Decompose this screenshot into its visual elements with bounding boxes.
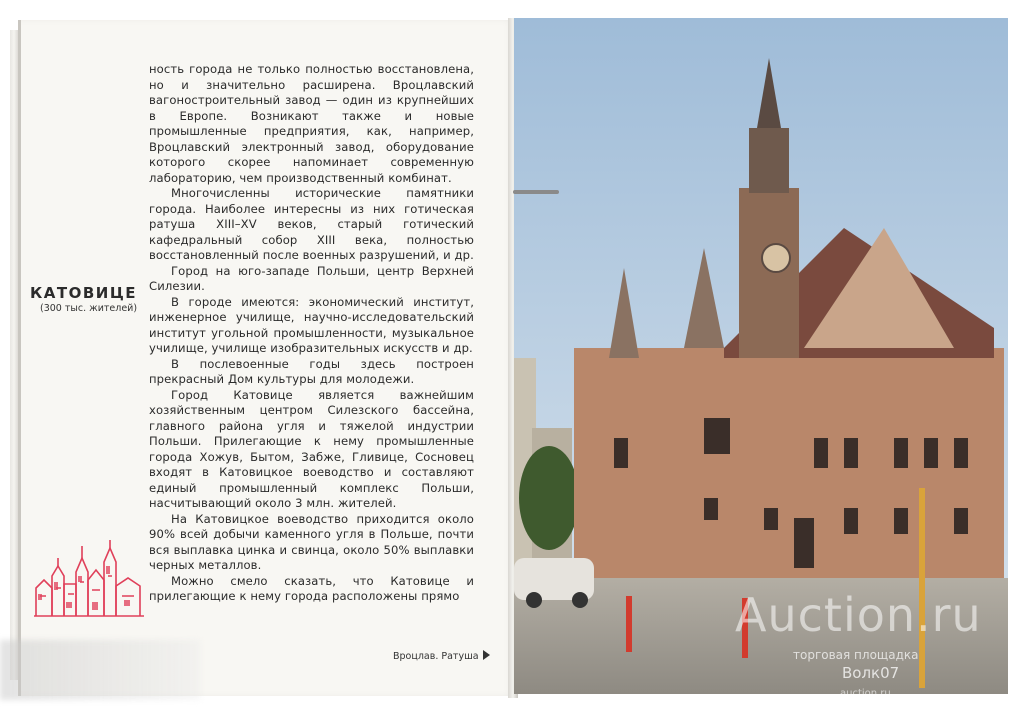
paragraph: Город на юго-западе Польши, центр Верхней Силезии. [149, 263, 474, 293]
page-edges [10, 30, 18, 680]
watermark-user: Волк07 [842, 664, 900, 682]
blurred-stamp [0, 640, 200, 700]
city-population: (300 тыс. жителей) [40, 303, 138, 314]
watermark-domain: auction.ru [840, 688, 891, 699]
city-heading: КАТОВИЦЕ [30, 284, 138, 302]
caption-text: Вроцлав. Ратуша [393, 651, 479, 662]
paragraph: На Катовицкое воеводство приходится около 90% всей добычи каменного угля в Польше, почти вся выплавка цинка и свинца, около 50% выплавки черных металлов. [149, 511, 474, 572]
paragraph: В городе имеются: экономический институт, инженерное училище, научно-исследовательский институт угольной промышленности, музыкальное училище, училище изобразительных искусств и др. [149, 294, 474, 355]
paragraph: В послевоенные годы здесь построен прекрасный Дом культуры для молодежи. [149, 356, 474, 386]
watermark-main: Auction.ru [735, 588, 982, 642]
city-sketch-illustration [32, 536, 147, 622]
photo-caption [393, 650, 490, 662]
paragraph: Многочисленны исторические памятники города. Наиболее интересны из них готическая ратуша XIII–XV веков, старый готический кафедральный собор XIII века, полностью восстановленный после военных разрушений, и др. [149, 186, 474, 262]
watermark-sub: торговая площадка [793, 648, 919, 662]
paragraph: Можно смело сказать, что Катовице и прилегающие к нему города расположены прямо [149, 573, 474, 603]
paragraph: Город Катовице является важнейшим хозяйственным центром Силезского бассейна, главного района угля и тяжелой индустрии Польши. Прилегающие к нему промышленные города Хожув, Бытом, Забже, Гливице, Сосновец входят в Катовицкое воеводство и составляют единый промышленный комплекс Польши, насчитывающий около 3 млн. жителей. [149, 387, 474, 510]
body-text [149, 62, 474, 605]
caption-arrow-icon [483, 650, 490, 660]
binding-staple [513, 190, 559, 194]
paragraph: ность города не только полностью восстановлена, но и значительно расширена. Вроцлавский вагоностроительный завод — один из крупнейших в Европе. Возникают также и новые промышленные предприятия, как, например, Вроцлавский электронный завод, оборудование которого скорее напоминает современную лабораторию, чем производственный комбинат. [149, 62, 474, 185]
